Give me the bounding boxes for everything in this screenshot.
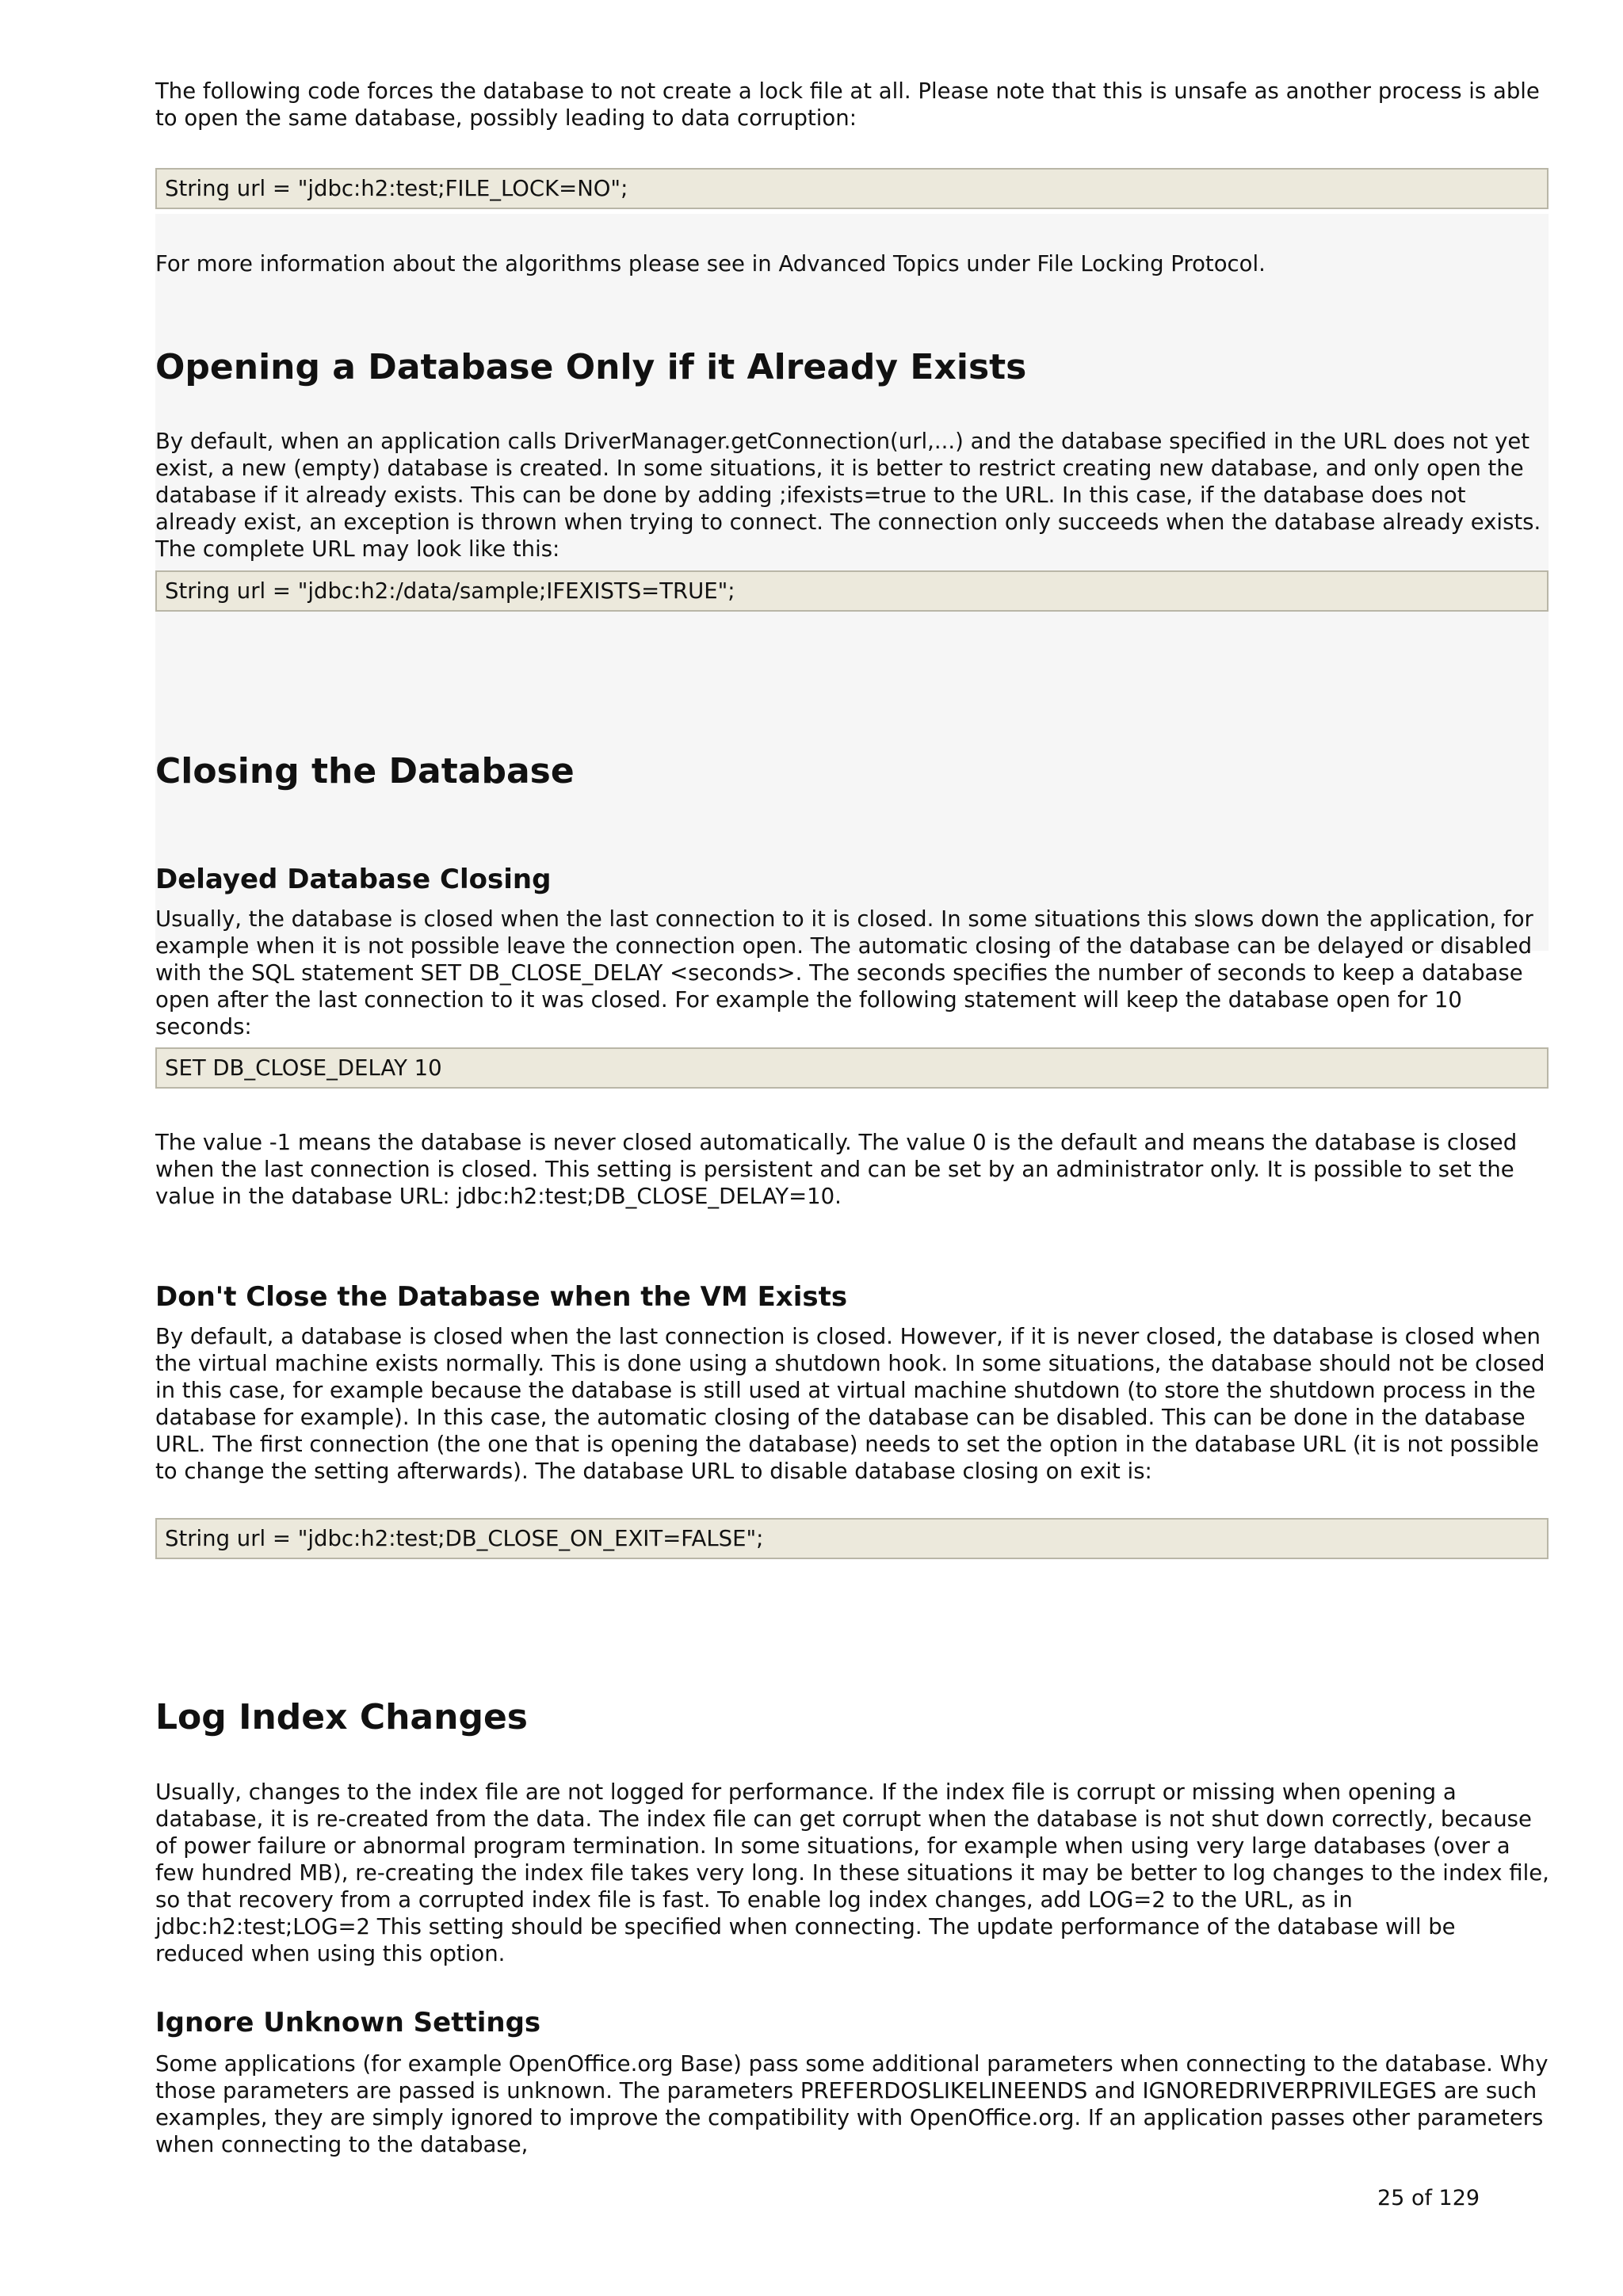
code-block-ifexists: String url = "jdbc:h2:/data/sample;IFEXISTS=TRUE"; [155, 570, 1549, 612]
subsection-title-delayed-closing: Delayed Database Closing [155, 864, 552, 895]
code-block-close-delay: SET DB_CLOSE_DELAY 10 [155, 1047, 1549, 1089]
subsection-title-ignore-settings: Ignore Unknown Settings [155, 2007, 541, 2039]
code-block-file-lock: String url = "jdbc:h2:test;FILE_LOCK=NO"; [155, 168, 1549, 209]
section-title-opening: Opening a Database Only if it Already Exists [155, 347, 1027, 387]
code-block-close-on-exit: String url = "jdbc:h2:test;DB_CLOSE_ON_EXIT=FALSE"; [155, 1518, 1549, 1559]
subsection-title-vm-exit: Don't Close the Database when the VM Exists [155, 1281, 848, 1313]
intro-note-paragraph: For more information about the algorithms please see in Advanced Topics under File Locking Protocol. [155, 251, 1266, 277]
section-title-closing: Closing the Database [155, 751, 575, 791]
ignore-settings-paragraph: Some applications (for example OpenOffice.org Base) pass some additional parameters when connecting to the database. Why those parameters are passed is unknown. The parameters PREFERDOSLIKELINEENDS and IGNOREDRIVERPRIVILEGES are such examples, they are simply ignored to improve the compatibility with OpenOffice.org. If an application passes other parameters when connecting to the database, [155, 2051, 1549, 2157]
close-delay-value-paragraph: The value -1 means the database is never closed automatically. The value 0 is the default and means the database is closed when the last connection is closed. This setting is persistent and can be set by an administrator only. It is possible to set the value in the database URL: jdbc:h2:test;DB_CLOSE_DELAY=10. [155, 1130, 1518, 1209]
intro-paragraph: The following code forces the database to not create a lock file at all. Please note that this is unsafe as another process is able to open the same database, possibly leading to data corruption: [155, 78, 1540, 131]
section-title-log-index: Log Index Changes [155, 1697, 528, 1737]
page-number: 25 of 129 [1377, 2186, 1480, 2210]
log-index-paragraph: Usually, changes to the index file are not logged for performance. If the index file is corrupt or missing when opening a database, it is re-created from the data. The index file can get corrupt when the database is not shut down correctly, because of power failure or abnormal program termination. In some situations, for example when using very large databases (over a few hundred MB), re-creating the index file takes very long. In these situations it may be better to log changes to the index file, so that recovery from a corrupted index file is fast. To enable log index changes, add LOG=2 to the URL, as in jdbc:h2:test;LOG=2 This setting should be specified when connecting. The update performance of the database will be reduced when using this option. [155, 1779, 1549, 1966]
vm-exit-paragraph: By default, a database is closed when the last connection is closed. However, if it is never closed, the database is closed when the virtual machine exists normally. This is done using a shutdown hook. In some situations, the database should not be closed in this case, for example because the database is still used at virtual machine shutdown (to store the shutdown process in the database for example). In this case, the automatic closing of the database can be disabled. This can be done in the database URL. The first connection (the one that is opening the database) needs to set the option in the database URL (it is not possible to change the setting afterwards). The database URL to disable database closing on exit is: [155, 1324, 1545, 1484]
delayed-closing-paragraph: Usually, the database is closed when the last connection to it is closed. In some situations this slows down the application, for example when it is not possible leave the connection open. The automatic closing of the database can be delayed or disabled with the SQL statement SET DB_CLOSE_DELAY <seconds>. The seconds specifies the number of seconds to keep a database open after the last connection to it was closed. For example the following statement will keep the database open for 10 seconds: [155, 906, 1533, 1039]
opening-paragraph: By default, when an application calls DriverManager.getConnection(url,...) and the database specified in the URL does not yet exist, a new (empty) database is created. In some situations, it is better to restrict creating new database, and only open the database if it already exists. This can be done by adding ;ifexists=true to the URL. In this case, if the database does not already exist, an exception is thrown when trying to connect. The connection only succeeds when the database already exists. The complete URL may look like this: [155, 429, 1541, 562]
